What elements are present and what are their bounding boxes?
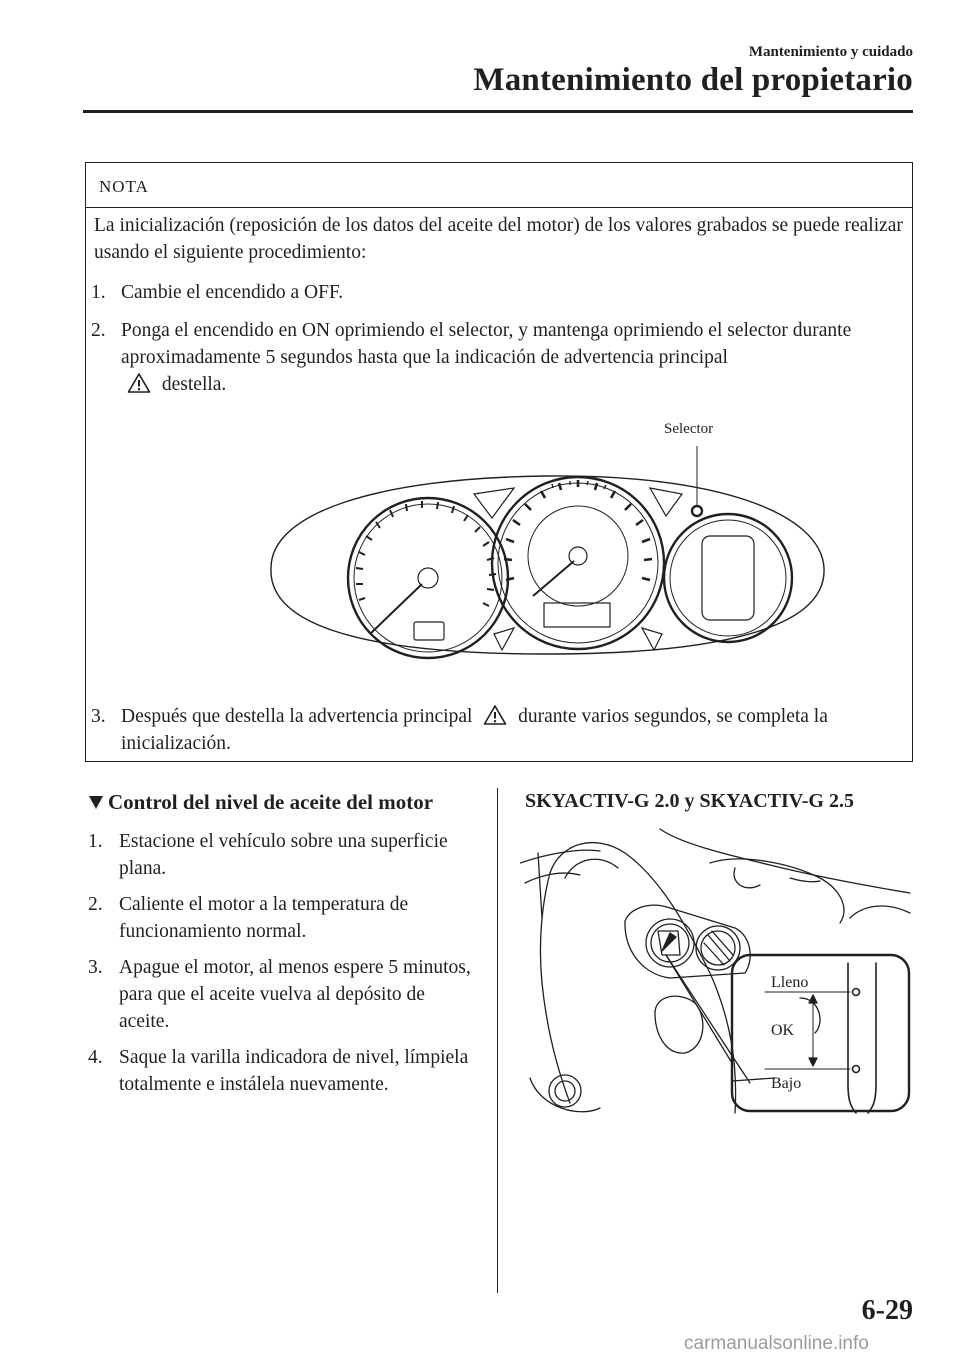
watermark: carmanualsonline.info	[684, 1333, 869, 1354]
note-step-3	[91, 703, 906, 757]
step-text-before-icon: Después que destella la advertencia principal	[121, 706, 473, 727]
header-rule	[83, 110, 913, 113]
dipstick-label-low: Bajo	[771, 1075, 802, 1092]
list-item	[88, 891, 478, 945]
list-item-number: 1.	[88, 831, 103, 852]
list-item-text: Estacione el vehículo sobre una superficie plana.	[119, 831, 448, 879]
note-intro: La inicialización (reposición de los datos del aceite del motor) de los valores grabados se puede realizar usando el siguiente procedimiento:	[94, 215, 903, 263]
step-number: 3.	[91, 706, 106, 727]
engine-variant-title: SKYACTIV-G 2.0 y SKYACTIV-G 2.5	[525, 790, 854, 812]
instrument-cluster-figure	[256, 418, 836, 693]
list-item-number: 3.	[88, 957, 103, 978]
master-warning-icon	[121, 372, 157, 394]
master-warning-icon	[477, 704, 513, 726]
list-item	[88, 1044, 478, 1098]
header-section: Mantenimiento y cuidado	[748, 44, 913, 60]
step-text-after-icon: destella.	[161, 374, 227, 395]
list-item-number: 2.	[88, 894, 103, 915]
list-item-text: Saque la varilla indicadora de nivel, límpiela totalmente e instálela nuevamente.	[119, 1047, 469, 1095]
selector-callout-label: Selector	[664, 421, 714, 437]
note-box	[85, 162, 913, 762]
note-divider	[86, 207, 912, 208]
note-step-2	[91, 317, 906, 398]
step-text-after-icon: durante varios segundos, se completa la inicialización.	[121, 706, 828, 754]
list-item-number: 4.	[88, 1047, 103, 1068]
section-marker-icon	[88, 794, 104, 810]
section-title-text: Control del nivel de aceite del motor	[108, 790, 434, 814]
page-number: 6-29	[861, 1295, 913, 1326]
list-item	[88, 828, 478, 882]
note-title: NOTA	[99, 177, 149, 196]
procedure-list	[88, 828, 478, 1107]
step-text: Ponga el encendido en ON oprimiendo el selector, y mantenga oprimiendo el selector durante aproximadamente 5 segundos hasta que la indicación de advertencia principal	[121, 320, 852, 368]
dipstick-location-figure	[520, 823, 915, 1118]
section-heading	[88, 790, 433, 815]
step-text: Cambie el encendido a OFF.	[121, 282, 344, 303]
list-item-text: Apague el motor, al menos espere 5 minutos, para que el aceite vuelva al depósito de aceite.	[119, 957, 471, 1032]
step-number: 2.	[91, 320, 106, 341]
list-item-text: Caliente el motor a la temperatura de funcionamiento normal.	[119, 894, 409, 942]
step-text-wrap	[91, 703, 906, 757]
dipstick-label-full: Lleno	[771, 974, 809, 991]
note-step-1	[91, 279, 906, 306]
dipstick-label-ok: OK	[771, 1022, 795, 1039]
step-text-wrap	[91, 317, 906, 398]
column-divider	[497, 788, 498, 1293]
list-item	[88, 954, 478, 1035]
step-number: 1.	[91, 282, 106, 303]
page-title: Mantenimiento del propietario	[473, 62, 913, 98]
